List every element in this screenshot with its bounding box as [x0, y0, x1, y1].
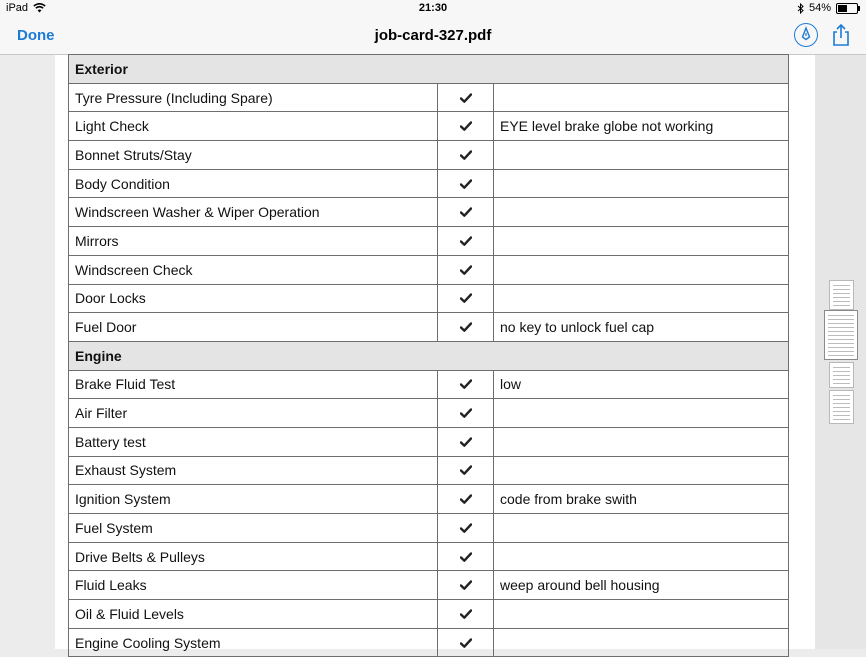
check-cell [438, 83, 494, 112]
item-name: Fluid Leaks [69, 571, 438, 600]
item-name: Oil & Fluid Levels [69, 600, 438, 629]
item-name: Windscreen Check [69, 255, 438, 284]
check-cell [438, 427, 494, 456]
done-button[interactable]: Done [17, 27, 55, 44]
item-name: Drive Belts & Pulleys [69, 542, 438, 571]
table-row [69, 399, 789, 428]
check-icon [460, 437, 472, 447]
check-cell [438, 399, 494, 428]
note-cell: EYE level brake globe not working [494, 112, 789, 141]
page-thumbnail[interactable] [824, 310, 858, 360]
check-icon [460, 465, 472, 475]
item-name: Mirrors [69, 227, 438, 256]
table-row [69, 628, 789, 657]
page-thumbnail[interactable] [829, 390, 854, 424]
item-name: Fuel Door [69, 313, 438, 342]
item-name: Brake Fluid Test [69, 370, 438, 399]
table-row [69, 514, 789, 543]
page-thumbnail[interactable] [829, 362, 854, 388]
item-name: Tyre Pressure (Including Spare) [69, 83, 438, 112]
table-row [69, 427, 789, 456]
note-cell [494, 141, 789, 170]
check-icon [460, 121, 472, 131]
table-row [69, 284, 789, 313]
share-button[interactable] [830, 23, 852, 47]
check-cell [438, 514, 494, 543]
check-icon [460, 523, 472, 533]
check-cell [438, 571, 494, 600]
check-icon [460, 265, 472, 275]
check-cell [438, 112, 494, 141]
item-name: Body Condition [69, 169, 438, 198]
check-icon [460, 379, 472, 389]
check-icon [460, 179, 472, 189]
bluetooth-icon [797, 3, 804, 14]
battery-icon [836, 3, 858, 14]
item-name: Door Locks [69, 284, 438, 313]
table-row [69, 600, 789, 629]
table-row [69, 169, 789, 198]
check-icon [460, 609, 472, 619]
pdf-page[interactable] [55, 55, 815, 649]
table-row [69, 227, 789, 256]
item-name: Light Check [69, 112, 438, 141]
checklist-table [68, 54, 789, 657]
note-cell: weep around bell housing [494, 571, 789, 600]
note-cell [494, 399, 789, 428]
device-name: iPad [6, 2, 29, 14]
status-bar [0, 0, 866, 18]
check-cell [438, 255, 494, 284]
item-name: Exhaust System [69, 456, 438, 485]
check-icon [460, 322, 472, 332]
table-row [69, 542, 789, 571]
note-cell [494, 628, 789, 657]
check-cell [438, 600, 494, 629]
note-cell [494, 456, 789, 485]
battery-percent: 54% [808, 2, 831, 14]
note-cell [494, 542, 789, 571]
item-name: Engine Cooling System [69, 628, 438, 657]
table-row [69, 313, 789, 342]
note-cell [494, 514, 789, 543]
check-icon [460, 236, 472, 246]
note-cell: low [494, 370, 789, 399]
note-cell: no key to unlock fuel cap [494, 313, 789, 342]
section-header-row [69, 55, 789, 84]
item-name: Air Filter [69, 399, 438, 428]
page-thumbnail[interactable] [829, 280, 854, 310]
status-right [797, 2, 858, 14]
table-row [69, 571, 789, 600]
note-cell [494, 600, 789, 629]
section-title: Exterior [69, 55, 789, 84]
check-icon [460, 552, 472, 562]
check-icon [460, 293, 472, 303]
section-title: Engine [69, 341, 789, 370]
table-row [69, 141, 789, 170]
check-cell [438, 542, 494, 571]
note-cell [494, 284, 789, 313]
markup-button[interactable] [794, 23, 818, 47]
check-icon [460, 580, 472, 590]
check-cell [438, 169, 494, 198]
markup-pen-icon [795, 24, 817, 46]
section-header-row [69, 341, 789, 370]
item-name: Windscreen Washer & Wiper Operation [69, 198, 438, 227]
item-name: Fuel System [69, 514, 438, 543]
check-cell [438, 141, 494, 170]
check-cell [438, 370, 494, 399]
item-name: Ignition System [69, 485, 438, 514]
check-icon [460, 150, 472, 160]
check-icon [460, 408, 472, 418]
note-cell [494, 198, 789, 227]
check-icon [460, 207, 472, 217]
table-row [69, 255, 789, 284]
check-cell [438, 227, 494, 256]
table-row [69, 112, 789, 141]
table-row [69, 485, 789, 514]
table-row [69, 456, 789, 485]
share-icon [830, 23, 852, 47]
note-cell [494, 83, 789, 112]
table-row [69, 370, 789, 399]
check-icon [460, 638, 472, 648]
table-row [69, 198, 789, 227]
check-cell [438, 628, 494, 657]
note-cell [494, 169, 789, 198]
document-title: job-card-327.pdf [374, 27, 492, 44]
check-icon [460, 93, 472, 103]
check-cell [438, 485, 494, 514]
table-row [69, 83, 789, 112]
check-cell [438, 313, 494, 342]
note-cell [494, 427, 789, 456]
item-name: Battery test [69, 427, 438, 456]
check-cell [438, 456, 494, 485]
check-cell [438, 284, 494, 313]
thumbnail-sidebar [815, 55, 866, 649]
note-cell [494, 227, 789, 256]
check-cell [438, 198, 494, 227]
check-icon [460, 494, 472, 504]
status-time: 21:30 [418, 2, 448, 14]
item-name: Bonnet Struts/Stay [69, 141, 438, 170]
note-cell: code from brake swith [494, 485, 789, 514]
navigation-bar [0, 18, 866, 55]
note-cell [494, 255, 789, 284]
